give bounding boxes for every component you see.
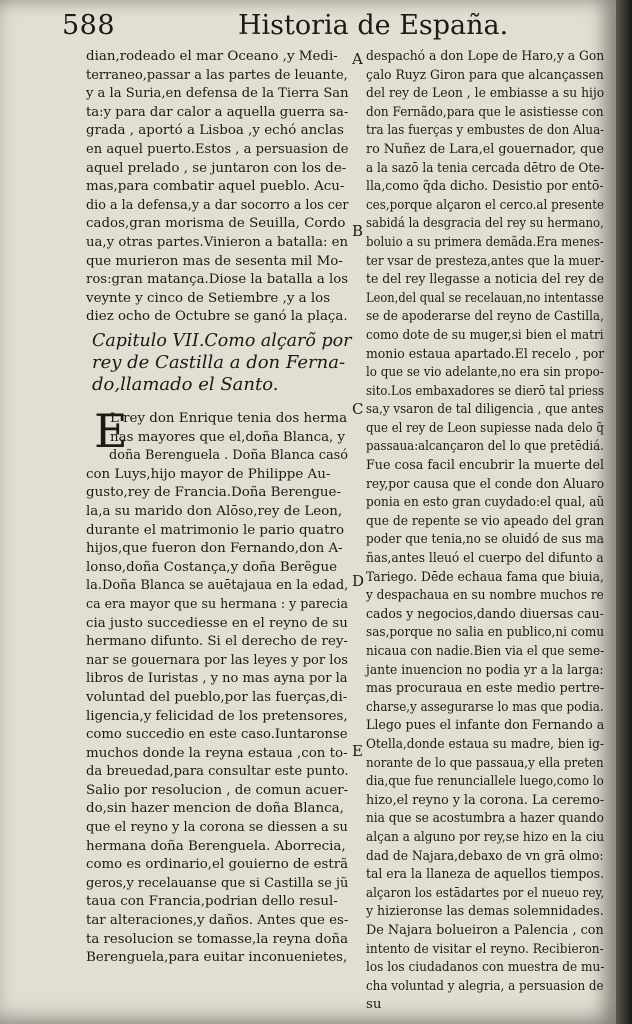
margin-letter-e: E <box>352 742 363 760</box>
text-line: cha voluntad y alegria, a persuasion de <box>366 978 604 994</box>
text-line: muchos donde la reyna estaua ,con to- <box>86 745 348 761</box>
text-line: la,a su marido don Alōso,rey de Leon, <box>86 503 343 519</box>
left-column-body <box>86 404 349 968</box>
text-line: y despachaua en su nombre muchos re <box>366 588 604 604</box>
text-line: te del rey llegasse a noticia del rey de <box>366 272 604 288</box>
text-line: gusto,rey de Francia.Doña Berengue- <box>86 485 342 501</box>
text-line: Fue cosa facil encubrir la muerte del <box>366 458 605 474</box>
text-line: que el reyno y la corona se diessen a su <box>86 820 348 836</box>
text-line: terraneo,passar a las partes de leuante, <box>86 67 348 83</box>
text-line: que murieron mas de sesenta mil Mo- <box>86 253 343 269</box>
text-line: alçan a alguno por rey,se hizo en la ciu <box>366 829 605 845</box>
text-line: nar se gouernara por las leyes y por los <box>86 652 349 668</box>
running-title: Historia de España. <box>238 10 509 41</box>
text-line: poder que tenia,no se oluidó de sus ma <box>366 532 604 548</box>
text-line: do,sin hazer mencion de doña Blanca, <box>86 801 344 817</box>
text-line: ta:y para dar calor a aquella guerra sa- <box>86 104 349 120</box>
text-line: libros de Iuristas , y no mas ayna por la <box>86 671 348 687</box>
text-line: hijos,que fueron don Fernando,don A- <box>86 541 343 557</box>
text-line: sa,y vsaron de tal diligencia , que antes <box>366 402 604 418</box>
text-line: y a la Suria,en defensa de la Tierra San <box>86 86 349 102</box>
left-column-top <box>86 48 348 327</box>
chapter-heading-line: Capitulo VII.Como alçarõ por <box>92 330 352 351</box>
chapter-heading-line: rey de Castilla a don Ferna- <box>92 352 346 373</box>
text-line: veynte y cinco de Setiembre ,y a los <box>86 290 331 306</box>
text-line: a la sazō la tenia cercada dētro de Ote- <box>366 160 605 176</box>
text-line: mas procuraua en este medio pertre- <box>366 681 605 697</box>
text-line: lo que se vio adelante,no era sin propo- <box>366 365 604 381</box>
text-line: intento de visitar el reyno. Recibieron- <box>366 941 604 957</box>
text-line: boluio a su primera demãda.Era menes- <box>366 234 604 250</box>
text-line: con Luys,hijo mayor de Philippe Au- <box>86 466 331 482</box>
margin-letter-a: A <box>352 50 363 68</box>
text-line: tar alteraciones,y daños. Antes que es- <box>86 913 349 929</box>
text-line: como succedio en este caso.Iuntaronse <box>86 727 348 743</box>
text-line: don Fernãdo,para que le asistiesse con <box>366 104 604 120</box>
text-line: ponia en esto gran cuydado:el qual, aũ <box>366 495 605 511</box>
text-line: y hizieronse las demas solemnidades. <box>366 904 604 920</box>
text-line: su <box>366 997 382 1013</box>
text-line: nia que se acostumbra a hazer quando <box>366 811 604 827</box>
text-line: como dote de su muger,si bien el matri <box>366 327 604 343</box>
text-line: dio a la defensa,y a dar socorro a los cer <box>86 197 349 213</box>
text-line: tra las fuerças y embustes de don Alua- <box>366 123 605 139</box>
text-line: voluntad del pueblo,por las fuerças,di- <box>86 689 348 705</box>
drop-cap: E <box>94 404 128 458</box>
margin-letter-d: D <box>352 572 365 590</box>
margin-letter-c: C <box>352 400 364 418</box>
text-line: hermana doña Berenguela. Aborrecia, <box>86 838 346 854</box>
text-line: Salio por resolucion , de comun acuer- <box>86 782 349 798</box>
text-line: que de repente se vio apeado del gran <box>366 513 605 529</box>
text-line: lla,como q̃da dicho. Desistio por entō- <box>366 179 604 195</box>
right-column <box>366 48 604 1015</box>
page-edge-shadow <box>616 0 632 1024</box>
text-line: sito.Los embaxadores se dierō tal priess <box>366 383 604 399</box>
text-line: sas,porque no salia en publico,ni comu <box>366 625 605 641</box>
text-line: ros:gran matança.Diose la batalla a los <box>86 272 349 288</box>
text-line: hermano difunto. Si el derecho de rey- <box>86 634 348 650</box>
text-line: diez ocho de Octubre se ganó la plaça. <box>86 309 348 325</box>
text-line: en aquel puerto.Estos , a persuasion de <box>86 141 349 157</box>
margin-letter-b: B <box>352 222 364 240</box>
text-line: nicaua con nadie.Bien via el que seme- <box>366 644 605 659</box>
text-line: geros,y recelauanse que si Castilla se jũ <box>86 875 349 891</box>
chapter-heading-line: do,llamado el Santo. <box>92 374 279 395</box>
text-line: da breuedad,para consultar este punto. <box>86 764 349 780</box>
text-line: çalo Ruyz Giron para que alcançassen <box>366 67 604 83</box>
text-line: sabidá la desgracia del rey su hermano, <box>366 216 604 232</box>
text-line: ces,porque alçaron el cerco.al presente <box>366 197 605 213</box>
text-line: ter vsar de presteza,antes que la muer- <box>366 253 605 269</box>
text-line: Otella,donde estaua su madre, bien ig- <box>366 736 605 752</box>
text-line: norante de lo que passaua,y ella preten <box>366 755 604 771</box>
text-line: tal era la llaneza de aquellos tiempos. <box>366 867 605 883</box>
text-line: despachó a don Lope de Haro,y a Gon <box>366 49 605 64</box>
text-line: aquel prelado , se juntaron con los de- <box>86 160 347 176</box>
text-line: mas,para combatir aquel pueblo. Acu- <box>86 179 345 195</box>
text-line: passaua:alcançaron del lo que pretēdiá. <box>366 439 604 455</box>
text-line: cados y negocios,dando diuersas cau- <box>366 606 604 622</box>
text-line: ñas,antes lleuó el cuerpo del difunto a <box>366 551 604 567</box>
text-line: doña Berenguela . Doña Blanca casó <box>109 448 349 464</box>
text-line: L rey don Enrique tenia dos herma <box>110 411 348 426</box>
text-line: la.Doña Blanca se auētajaua en la edad, <box>86 578 349 594</box>
text-line: como es ordinario,el gouierno de estrã <box>86 857 349 873</box>
text-line: ro Nuñez de Lara,el gouernador, que <box>366 141 604 157</box>
text-line: jante inuencion no podia yr a la larga: <box>366 662 604 678</box>
text-line: Berenguela,para euitar inconuenietes, <box>86 950 348 966</box>
text-line: Leon,del qual se recelauan,no intentasse <box>366 290 604 306</box>
text-line: ua,y otras partes.Vinieron a batalla: en <box>86 234 349 250</box>
text-line: los los ciudadanos con muestra de mu- <box>366 960 605 976</box>
text-line: charse,y assegurarse lo mas que podia. <box>366 699 604 715</box>
text-line: del rey de Leon , le embiasse a su hijo <box>366 86 605 102</box>
text-line: taua con Francia,podrian dello resul- <box>86 894 338 910</box>
text-line: alçaron los estādartes por el nueuo rey, <box>366 885 605 901</box>
page-number: 588 <box>62 10 116 41</box>
text-line: De Najara bolueiron a Palencia , con <box>366 922 604 938</box>
text-line: que el rey de Leon supiesse nada delo q̃ <box>366 420 604 436</box>
text-line: cados,gran morisma de Seuilla, Cordo <box>86 216 346 232</box>
text-line: durante el matrimonio le pario quatro <box>86 522 345 538</box>
text-line: rey,por causa que el conde don Aluaro <box>366 476 605 492</box>
text-line: grada , aportó a Lisboa ,y echó anclas <box>86 123 344 139</box>
text-line: hizo,el reyno y la corona. La ceremo- <box>366 792 605 808</box>
text-line: se de apoderarse del reyno de Castilla, <box>366 309 604 325</box>
chapter-heading <box>92 330 352 396</box>
text-line: dian,rodeado el mar Oceano ,y Medi- <box>86 49 338 64</box>
text-line: Tariego. Dēde echaua fama que biuia, <box>366 569 604 585</box>
text-line: Llego pues el infante don Fernando a <box>366 718 605 734</box>
text-line: ligencia,y felicidad de los pretensores, <box>86 708 348 724</box>
text-line: dia,que fue renunciallele luego,como lo <box>366 774 604 790</box>
text-line: dad de Najara,debaxo de vn grā olmo: <box>366 848 604 864</box>
text-line: cia justo succediesse en el reyno de su <box>86 615 348 631</box>
text-line: nas mayores que el,doña Blanca, y <box>110 429 346 445</box>
text-line: monio estaua apartado.El recelo , por <box>366 346 605 362</box>
text-line: ta resolucion se tomasse,la reyna doña <box>86 931 349 947</box>
text-line: ca era mayor que su hermana : y parecia <box>86 596 349 612</box>
text-line: lonso,doña Costança,y doña Berẽgue <box>86 559 338 575</box>
